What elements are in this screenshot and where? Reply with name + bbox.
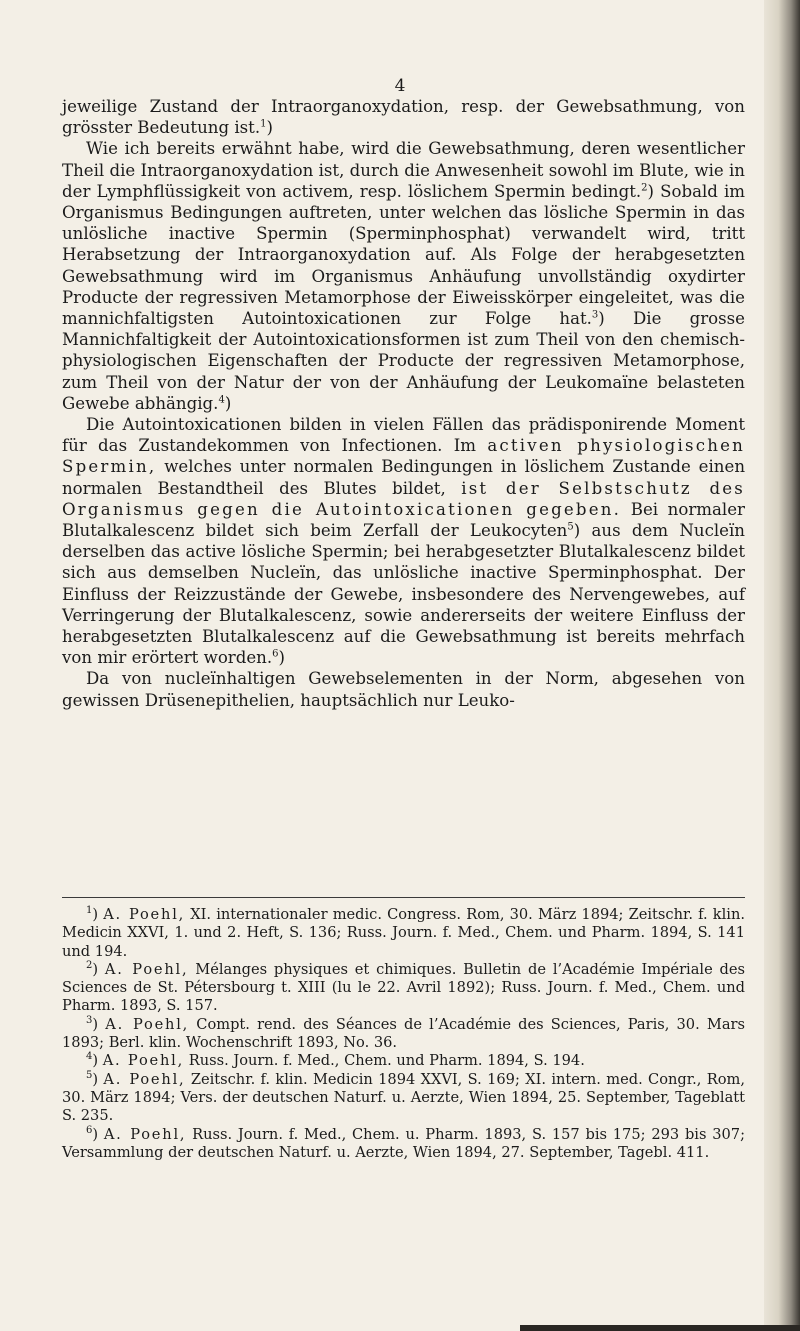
paragraph-3: Die Autointoxicationen bilden in vielen Fällen das prädisponirende Moment für das Zustandekommen von Infectionen. Im activen physiologischen Spermin, welches unter normalen Bedingungen in löslichem Zustande einen normalen Bestandtheil des Blutes bildet, ist der Selbstschutz des Organismus gegen die Autointoxicationen gegeben. Bei normaler Blutalkalescenz bildet sich beim Zerfall der Leukocyten$^5$) aus dem Nucleïn derselben das active lösliche Spermin; bei herabgesetzter Blutalkalescenz bildet sich aus demselben Nucleïn, das unlösliche inactive Sperminphosphat. Der Einfluss der Reizzustände der Gewebe, insbesondere des Nervengewebes, auf Verringerung der Blutalkalescenz, sowie andererseits der weitere Einfluss der herabgesetzten Blutalkalescenz auf die Gewebsathmung ist bereits mehrfach von mir erörtert worden.$^6$) [62,415,746,668]
footnote-ref-5: 5 [567,521,574,533]
footnote-5: $^5$) A. Poehl, Zeitschr. f. klin. Medicin 1894 XXVI, S. 169; XI. intern. med. Congr., Rom, 30. März 1894; Vers. der deutschen Naturf. u. Aerzte, Wien 1894, 25. September, Tageblatt S. 235. [62,1069,745,1125]
footnote-6: $^6$) A. Poehl, Russ. Journ. f. Med., Chem. u. Pharm. 1893, S. 157 bis 175; 293 bis 307; Versammlung der deutschen Naturf. u. Aerzte, Wien 1894, 27. September, Tagebl. 411. [62,1124,745,1161]
footnote-separator [62,897,745,898]
footnote-ref-2: 2 [641,182,648,194]
footnote-4: $^4$) A. Poehl, Russ. Journ. f. Med., Chem. und Pharm. 1894, S. 194. [86,1051,585,1070]
footnote-ref-6: 6 [272,648,279,660]
footnote-1: $^1$) A. Poehl, XI. internationaler medic. Congress. Rom, 30. März 1894; Zeitschr. f. klin. Medicin XXVI, 1. und 2. Heft, S. 136; Russ. Journ. f. Med., Chem. und Pharm. 1894, S. 141 und 194. [62,905,746,960]
paragraph-1: jeweilige Zustand der Intraorganoxydation, resp. der Gewebsathmung, von grösster Bedeutung ist.$^1$) [62,97,745,138]
footnote-2: $^2$) A. Poehl, Mélanges physiques et chimiques. Bulletin de l’Académie Impériale des Sciences de St. Pétersbourg t. XIII (lu le 22. Avril 1892); Russ. Journ. f. Med., Chem. und Pharm. 1893, S. 157. [62,960,746,1015]
page-edge-bottom [520,1325,800,1331]
footnote-3: $^3$) A. Poehl, Compt. rend. des Séances de l’Académie des Sciences, Paris, 30. Mars 1893; Berl. klin. Wochenschrift 1893, No. 36. [62,1014,745,1052]
page-edge-shadow [764,0,800,1331]
emphasis-selbstschutz: ist der Selbstschutz des Organismus gegen die Autointoxicationen gegeben. [62,478,745,519]
footnotes [62,906,745,1162]
footnote-ref-1: 1 [260,118,267,130]
paragraph-4: Da von nucleïnhaltigen Gewebselementen in der Norm, abgesehen von gewissen Drüsenepithelien, hauptsächlich nur Leuko- [62,669,745,710]
footnote-ref-3: 3 [591,309,599,321]
main-text [62,96,745,711]
footnote-ref-4: 4 [218,394,225,406]
page-number: 4 [394,76,406,96]
emphasis-spermin: activen physiologischen Spermin, [62,436,745,477]
paragraph-2: Wie ich bereits erwähnt habe, wird die Gewebsathmung, deren wesentlicher Theil die Intraorganoxydation ist, durch die Anwesenheit sowohl im Blute, wie in der Lymphflüssigkeit von activem, resp. löslichem Spermin bedingt.$^2$) Sobald im Organismus Bedingungen auftreten, unter welchen das lösliche Spermin in das unlösliche inactive Spermin (Sperminphosphat) verwandelt wird, tritt Herabsetzung der Intraorganoxydation auf. Als Folge der herabgesetzten Gewebsathmung wird im Organismus Anhäufung unvollständig oxydirter Producte der regressiven Metamorphose der Eiweisskörper eingeleitet, was die mannichfaltigsten Autointoxicationen zur Folge hat.$^3$) Die grosse Mannichfaltigkeit der Autointoxicationsformen ist zum Theil von den chemisch-physiologischen Eigenschaften der Producte der regressiven Metamorphose, zum Theil von der Natur der von der Anhäufung der Leukomaïne belasteten Gewebe abhängig.$^4$) [62,139,745,413]
